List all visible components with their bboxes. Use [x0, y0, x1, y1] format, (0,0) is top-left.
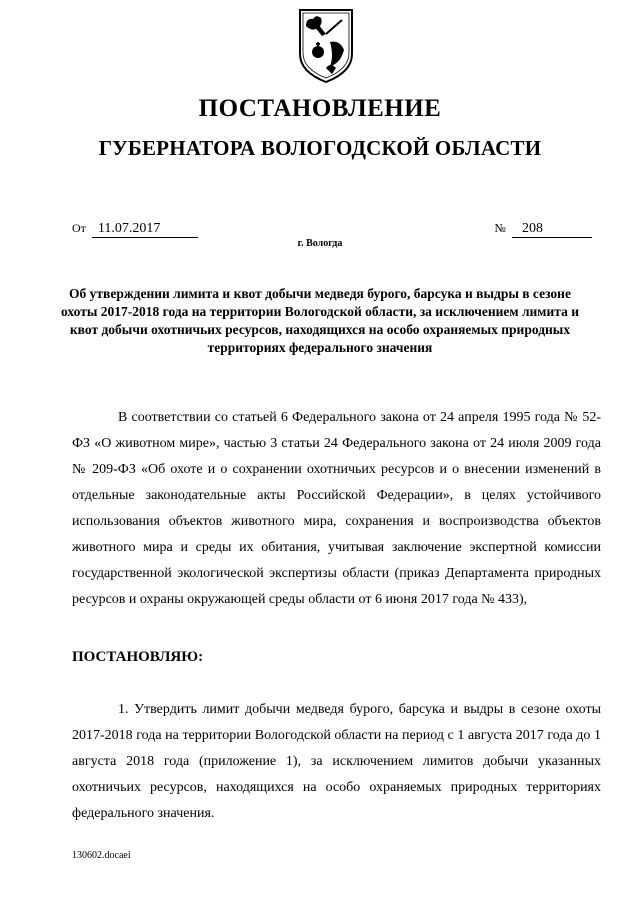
document-title: ПОСТАНОВЛЕНИЕ [198, 95, 442, 122]
document-date: 11.07.2017 [92, 221, 198, 238]
number-field [495, 220, 592, 238]
document-number: 208 [512, 221, 592, 238]
number-prefix: № [494, 221, 506, 235]
vologda-coat-of-arms-icon [296, 6, 356, 86]
file-reference: 130602.docaei [72, 850, 131, 861]
document-city: г. Вологда [297, 238, 343, 249]
body-paragraph-2: 1. Утвердить лимит добычи медведя бурого, барсука и выдры в сезоне охоты 2017-2018 года на территории Вологодской области на период с 1 августа 2017 года до 1 августа 2018 года (приложение 1), за исключением лимитов добычи указанных охотничьих ресурсов, находящихся на особо охраняемых природных территориях федерального значения. [72, 702, 601, 821]
decree-heading: ПОСТАНОВЛЯЮ: [72, 649, 204, 665]
document-issuer: ГУБЕРНАТОРА ВОЛОГОДСКОЙ ОБЛАСТИ [98, 136, 542, 160]
document-subject: Об утверждении лимита и квот добычи медведя бурого, барсука и выдры в сезоне охоты 2017-2018 года на территории Вологодской области, за исключением лимита и квот добычи охотничьих ресурсов, находящихся на особо охраняемых природных территориях федерального значения [61, 286, 579, 355]
date-prefix: От [72, 221, 86, 235]
body-paragraph-1: В соответствии со статьей 6 Федерального закона от 24 апреля 1995 года № 52-ФЗ «О животном мире», частью 3 статьи 24 Федерального закона от 24 июля 2009 года № 209-ФЗ «Об охоте и о сохранении охотничьих ресурсов и о внесении изменений в отдельные законодательные акты Российской Федерации», в целях устойчивого использования объектов животного мира, сохранения и воспроизводства объектов животного мира и среды их обитания, учитывая заключение экспертной комиссии государственной экологической экспертизы области (приказ Департамента природных ресурсов и охраны окружающей среды области от 6 июня 2017 года № 433), [72, 410, 601, 607]
date-field [72, 220, 198, 238]
